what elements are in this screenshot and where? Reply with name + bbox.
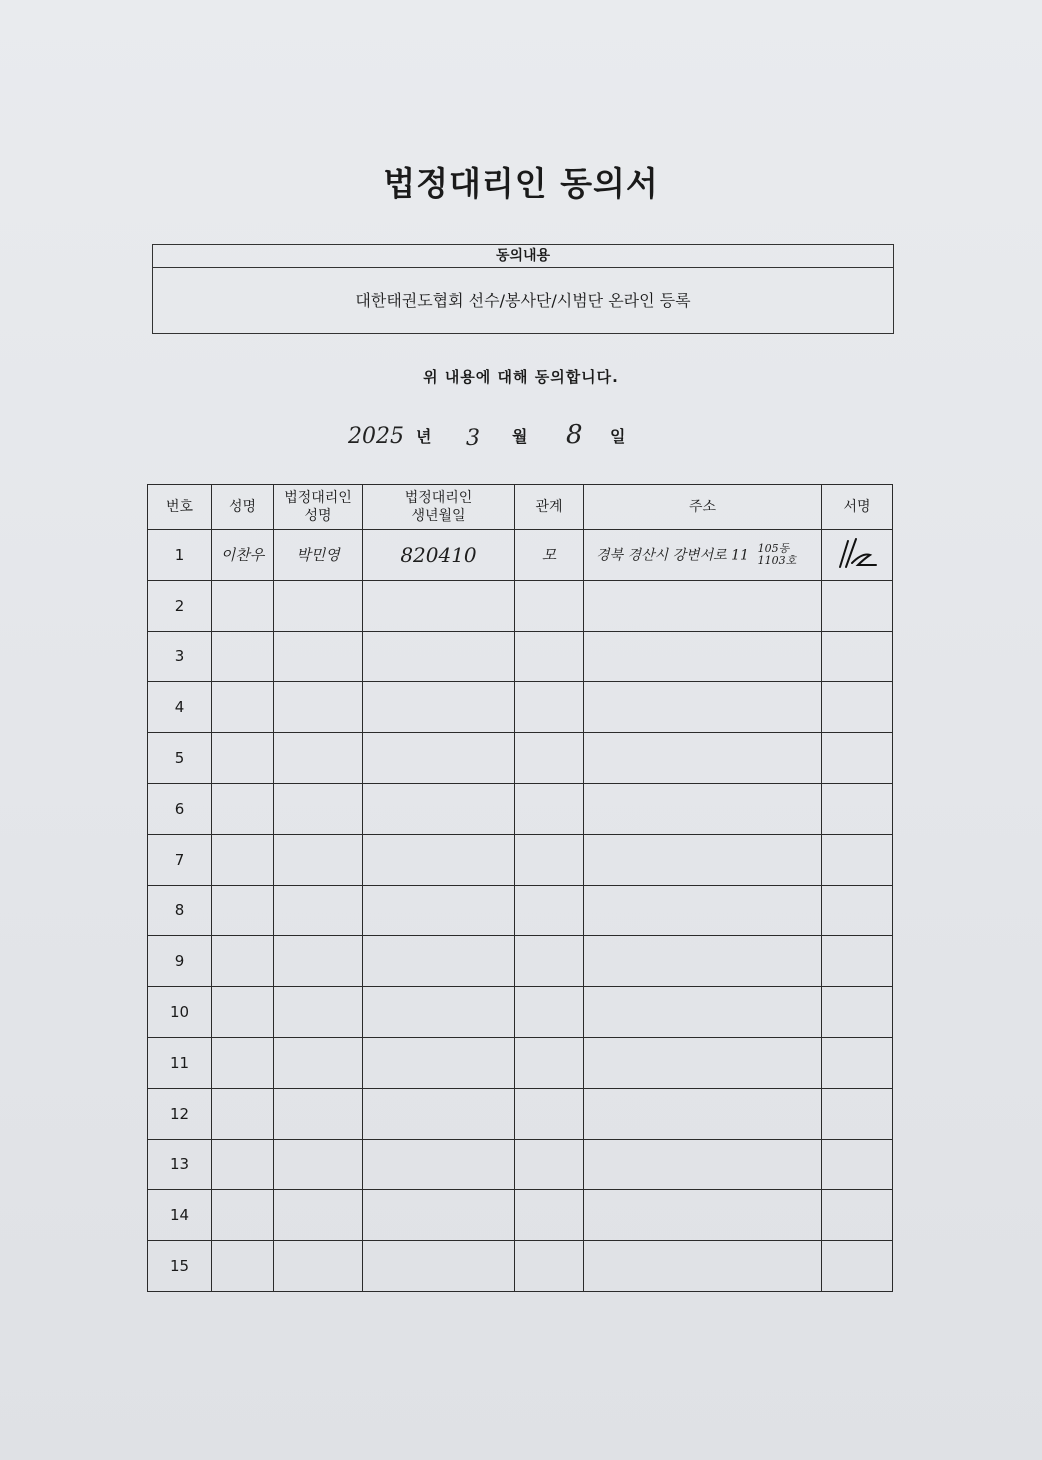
row-signature[interactable] <box>822 834 893 885</box>
row-address[interactable] <box>584 1241 822 1292</box>
row-name[interactable] <box>212 1088 274 1139</box>
row-signature[interactable] <box>822 936 893 987</box>
row-guardian-name[interactable] <box>274 580 363 631</box>
row-name[interactable] <box>212 987 274 1038</box>
row-no: 5 <box>148 733 212 784</box>
row-no: 9 <box>148 936 212 987</box>
row-name[interactable] <box>212 783 274 834</box>
row-name[interactable] <box>212 631 274 682</box>
row-no: 6 <box>148 783 212 834</box>
row-signature[interactable] <box>822 580 893 631</box>
row-guardian-name[interactable] <box>274 834 363 885</box>
table-row <box>148 936 893 987</box>
row-relation[interactable] <box>515 834 584 885</box>
header-relation: 관계 <box>515 485 584 530</box>
table-row <box>148 580 893 631</box>
row-signature[interactable] <box>822 733 893 784</box>
date-year-label: 년 <box>416 427 432 446</box>
table-row <box>148 1241 893 1292</box>
row-no: 4 <box>148 682 212 733</box>
table-row <box>148 1088 893 1139</box>
table-header-row <box>148 485 893 530</box>
row-relation[interactable] <box>515 1190 584 1241</box>
row-signature <box>822 530 893 581</box>
row-signature[interactable] <box>822 1088 893 1139</box>
row-address[interactable] <box>584 631 822 682</box>
date-month-label: 월 <box>512 427 528 446</box>
header-guardian-name-line2: 성명 <box>304 508 332 524</box>
row-name[interactable] <box>212 834 274 885</box>
row-address[interactable] <box>584 783 822 834</box>
row-relation: 모 <box>515 530 584 581</box>
header-guardian-name <box>274 485 363 530</box>
row-relation[interactable] <box>515 936 584 987</box>
table-row <box>148 885 893 936</box>
row-no: 11 <box>148 1037 212 1088</box>
row-address[interactable] <box>584 580 822 631</box>
row-relation[interactable] <box>515 682 584 733</box>
row-guardian-birth[interactable] <box>363 885 515 936</box>
row-address[interactable] <box>584 733 822 784</box>
row-relation[interactable] <box>515 580 584 631</box>
row-guardian-birth[interactable] <box>363 1139 515 1190</box>
date-year: 2025 <box>348 424 404 449</box>
table-row <box>148 631 893 682</box>
header-guardian-birth-line1: 법정대리인 <box>404 490 473 506</box>
row-address-unit-2: 1103호 <box>757 553 797 567</box>
row-name[interactable] <box>212 733 274 784</box>
row-signature[interactable] <box>822 1037 893 1088</box>
row-no: 7 <box>148 834 212 885</box>
row-relation[interactable] <box>515 1139 584 1190</box>
row-name[interactable] <box>212 682 274 733</box>
row-relation[interactable] <box>515 1037 584 1088</box>
header-signature: 서명 <box>822 485 893 530</box>
row-address[interactable] <box>584 885 822 936</box>
row-guardian-name[interactable] <box>274 1037 363 1088</box>
row-address[interactable] <box>584 1139 822 1190</box>
row-guardian-birth[interactable] <box>363 1037 515 1088</box>
row-signature[interactable] <box>822 783 893 834</box>
row-signature[interactable] <box>822 987 893 1038</box>
consent-content-box <box>152 244 894 334</box>
header-guardian-birth-line2: 생년월일 <box>411 508 466 524</box>
row-name[interactable] <box>212 885 274 936</box>
row-no: 15 <box>148 1241 212 1292</box>
row-relation[interactable] <box>515 987 584 1038</box>
row-guardian-birth[interactable] <box>363 1190 515 1241</box>
row-address[interactable] <box>584 1088 822 1139</box>
row-guardian-name[interactable] <box>274 631 363 682</box>
row-guardian-birth[interactable] <box>363 580 515 631</box>
row-address: 경북 경산시 강변서로 11 <box>596 547 749 564</box>
row-address-unit-1: 105동 <box>757 541 790 555</box>
header-no: 번호 <box>148 485 212 530</box>
row-name[interactable] <box>212 1190 274 1241</box>
row-guardian-name[interactable] <box>274 783 363 834</box>
row-relation[interactable] <box>515 783 584 834</box>
row-guardian-name[interactable] <box>274 1088 363 1139</box>
table-row <box>148 1037 893 1088</box>
row-no: 2 <box>148 580 212 631</box>
header-guardian-birth <box>363 485 515 530</box>
row-guardian-birth[interactable] <box>363 1088 515 1139</box>
row-relation[interactable] <box>515 631 584 682</box>
consent-content: 대한태권도협회 선수/봉사단/시범단 온라인 등록 <box>355 291 691 310</box>
row-relation[interactable] <box>515 1241 584 1292</box>
date-row <box>0 418 1042 458</box>
row-name[interactable] <box>212 1037 274 1088</box>
header-address: 주소 <box>584 485 822 530</box>
row-no: 10 <box>148 987 212 1038</box>
row-address[interactable] <box>584 936 822 987</box>
date-day-label: 일 <box>610 427 626 446</box>
row-name[interactable] <box>212 580 274 631</box>
row-name[interactable] <box>212 936 274 987</box>
row-signature[interactable] <box>822 1241 893 1292</box>
table-row <box>148 682 893 733</box>
row-guardian-birth[interactable] <box>363 987 515 1038</box>
row-address-unit <box>758 543 797 567</box>
row-no: 13 <box>148 1139 212 1190</box>
header-name: 성명 <box>212 485 274 530</box>
row-name[interactable] <box>212 1241 274 1292</box>
row-no: 8 <box>148 885 212 936</box>
row-guardian-name[interactable] <box>274 1139 363 1190</box>
table-row <box>148 733 893 784</box>
row-relation[interactable] <box>515 733 584 784</box>
registration-table <box>147 484 893 1292</box>
row-guardian-birth: 820410 <box>363 530 515 581</box>
row-signature[interactable] <box>822 1139 893 1190</box>
row-guardian-name[interactable] <box>274 1241 363 1292</box>
header-guardian-name-line1: 법정대리인 <box>284 490 352 506</box>
row-address[interactable] <box>584 682 822 733</box>
signature-mark <box>834 533 880 573</box>
row-no: 1 <box>148 530 212 581</box>
row-guardian-name[interactable] <box>274 936 363 987</box>
consent-header: 동의내용 <box>153 245 893 268</box>
table-row <box>148 1190 893 1241</box>
document-title: 법정대리인 동의서 <box>383 164 659 203</box>
date-day: 8 <box>566 420 583 450</box>
table-row <box>148 1139 893 1190</box>
agreement-statement: 위 내용에 대해 동의합니다. <box>423 368 619 386</box>
row-no: 12 <box>148 1088 212 1139</box>
row-no: 14 <box>148 1190 212 1241</box>
row-signature[interactable] <box>822 885 893 936</box>
row-guardian-name[interactable] <box>274 987 363 1038</box>
table-row <box>148 530 893 581</box>
row-name: 이찬우 <box>212 530 274 581</box>
date-month: 3 <box>466 426 480 451</box>
row-address-cell <box>584 530 822 581</box>
row-address[interactable] <box>584 1190 822 1241</box>
row-guardian-birth[interactable] <box>363 631 515 682</box>
table-row <box>148 783 893 834</box>
row-signature[interactable] <box>822 1190 893 1241</box>
row-guardian-birth[interactable] <box>363 834 515 885</box>
table-row <box>148 987 893 1038</box>
row-name[interactable] <box>212 1139 274 1190</box>
row-address[interactable] <box>584 987 822 1038</box>
row-address[interactable] <box>584 1037 822 1088</box>
table-row <box>148 834 893 885</box>
row-guardian-birth[interactable] <box>363 936 515 987</box>
row-no: 3 <box>148 631 212 682</box>
row-guardian-birth[interactable] <box>363 733 515 784</box>
row-guardian-name[interactable] <box>274 1190 363 1241</box>
row-relation[interactable] <box>515 885 584 936</box>
row-guardian-name[interactable] <box>274 885 363 936</box>
row-guardian-birth[interactable] <box>363 783 515 834</box>
row-guardian-name: 박민영 <box>274 530 363 581</box>
row-guardian-birth[interactable] <box>363 1241 515 1292</box>
row-signature[interactable] <box>822 682 893 733</box>
row-relation[interactable] <box>515 1088 584 1139</box>
row-guardian-name[interactable] <box>274 733 363 784</box>
row-address[interactable] <box>584 834 822 885</box>
row-guardian-birth[interactable] <box>363 682 515 733</box>
row-guardian-name[interactable] <box>274 682 363 733</box>
row-signature[interactable] <box>822 631 893 682</box>
